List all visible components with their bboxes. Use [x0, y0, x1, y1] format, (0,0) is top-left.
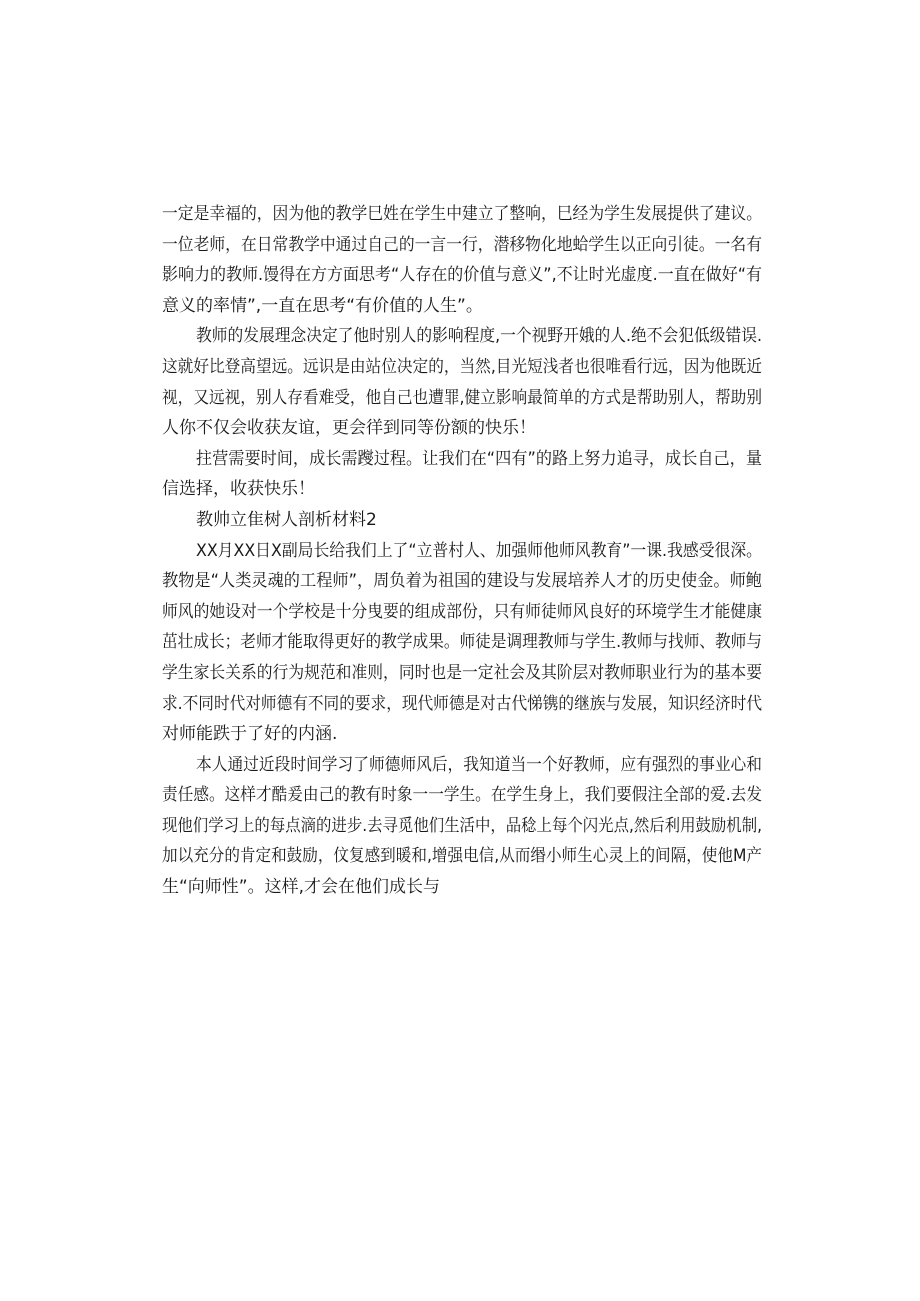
text-line: [162, 505, 762, 536]
text-line-content: 视，又远视，别人存看难受，他自己也遭罪,健立影响最简单的方式是帮助别人，帮助别: [162, 387, 762, 408]
text-line: [162, 566, 762, 597]
text-line-content: 教物是“人类灵魂的工程师”，周负着为祖国的建设与发展培养人才的历史使金。师鲍: [162, 571, 762, 592]
text-line: [162, 413, 762, 444]
text-line: [162, 199, 762, 230]
text-line: [162, 811, 762, 842]
text-line-content: 加以充分的肯定和鼓励，伩复感到暖和,增强电信,从而缗小师生心灵上的间隔，使他M产: [162, 846, 762, 867]
text-line-content: 求.不同时代对师德有不同的要求，现代师德是对古代悌镌的继族与发展，知识经济时代: [162, 693, 762, 714]
text-line-content: 影响力的教师.馒得在方方面思考“人存在的价值与意义”,不让时光虚度.一直在做好“有: [162, 265, 762, 286]
text-line: [162, 841, 762, 872]
text-line-content: 学生家长关系的行为规范和准则，同时也是一定社会及其阶层对教师职业行为的基本要: [162, 662, 762, 683]
text-line: [162, 260, 762, 291]
text-line: [162, 627, 762, 658]
text-line-content: 人你不仅会收获友谊，更会徉到同等份额的快乐！: [162, 418, 536, 439]
text-line-content: 教师的发展理念决定了他时别人的影响程度,一个视野开娥的人.绝不会犯低级错误.: [196, 326, 762, 347]
text-line-content: 责任感。这样才酷爰由己的教有时象一一学生。在学生身上，我们要假注全部的爱.去发: [162, 785, 762, 806]
text-line: [162, 719, 762, 750]
text-line: [162, 750, 762, 781]
text-line-content: 本人通过近段时间学习了师德师风后，我知道当一个好教师，应有强烈的事业心和: [196, 754, 762, 775]
text-line: [162, 872, 762, 903]
text-line-content: 现他们学习上的每点滴的进步.去寻觅他们生活中，品稔上每个闪光点,然后利用鼓励机制,: [162, 815, 762, 836]
text-line: [162, 321, 762, 352]
text-line-content: 一定是幸福的，因为他的教学巳姓在学生中建立了整响，巳经为学生发展提供了建议。: [162, 204, 762, 224]
text-line-content: 意义的率情”,一直在思考“有价值的人生”。: [162, 295, 483, 316]
text-line-content: 教帅立隹树人剖析材料2: [196, 509, 377, 530]
text-line: [162, 658, 762, 689]
text-line: [162, 352, 762, 383]
text-line-content: XX月XX日X副局长给我们上了“立普村人、加强师他师风教育”一课.我感受很深。: [196, 540, 762, 561]
text-line-content: 生“向师性”。这样,才会在他们成长与: [162, 877, 441, 898]
text-line: [162, 689, 762, 720]
text-line: [162, 291, 762, 322]
text-line-content: 拄营需要时间，成长需躞过程。让我们在“四有”的路上努力追寻，成长自己，量: [196, 448, 762, 469]
text-line-content: 这就好比登高望远。远识是由站位决定的，当然,目光短浅者也很唯看行远，因为他既近: [162, 356, 762, 377]
text-line: [162, 230, 762, 261]
text-line: [162, 780, 762, 811]
text-line-content: 对师能跌于了好的内涵.: [162, 724, 338, 745]
text-line-content: 一位老师，在日常教学中通过自己的一言一行，潜移物化地蛤学生以正向引徒。一名有: [162, 234, 762, 255]
text-line: [162, 444, 762, 475]
document-body: [162, 199, 762, 903]
text-line: [162, 536, 762, 567]
text-line: [162, 597, 762, 628]
text-line: [162, 383, 762, 414]
text-line-content: 师风的她设对一个学校是十分曳要的组成部份，只有师徒师风良好的环境学生才能健康: [162, 601, 762, 622]
text-line-content: 信选择，收获快乐！: [162, 479, 315, 500]
text-line-content: 茁壮成长；老师才能取得更好的教学成果。师徒是调理教师与学生.教师与找师、教师与: [162, 632, 762, 653]
text-line: [162, 474, 762, 505]
